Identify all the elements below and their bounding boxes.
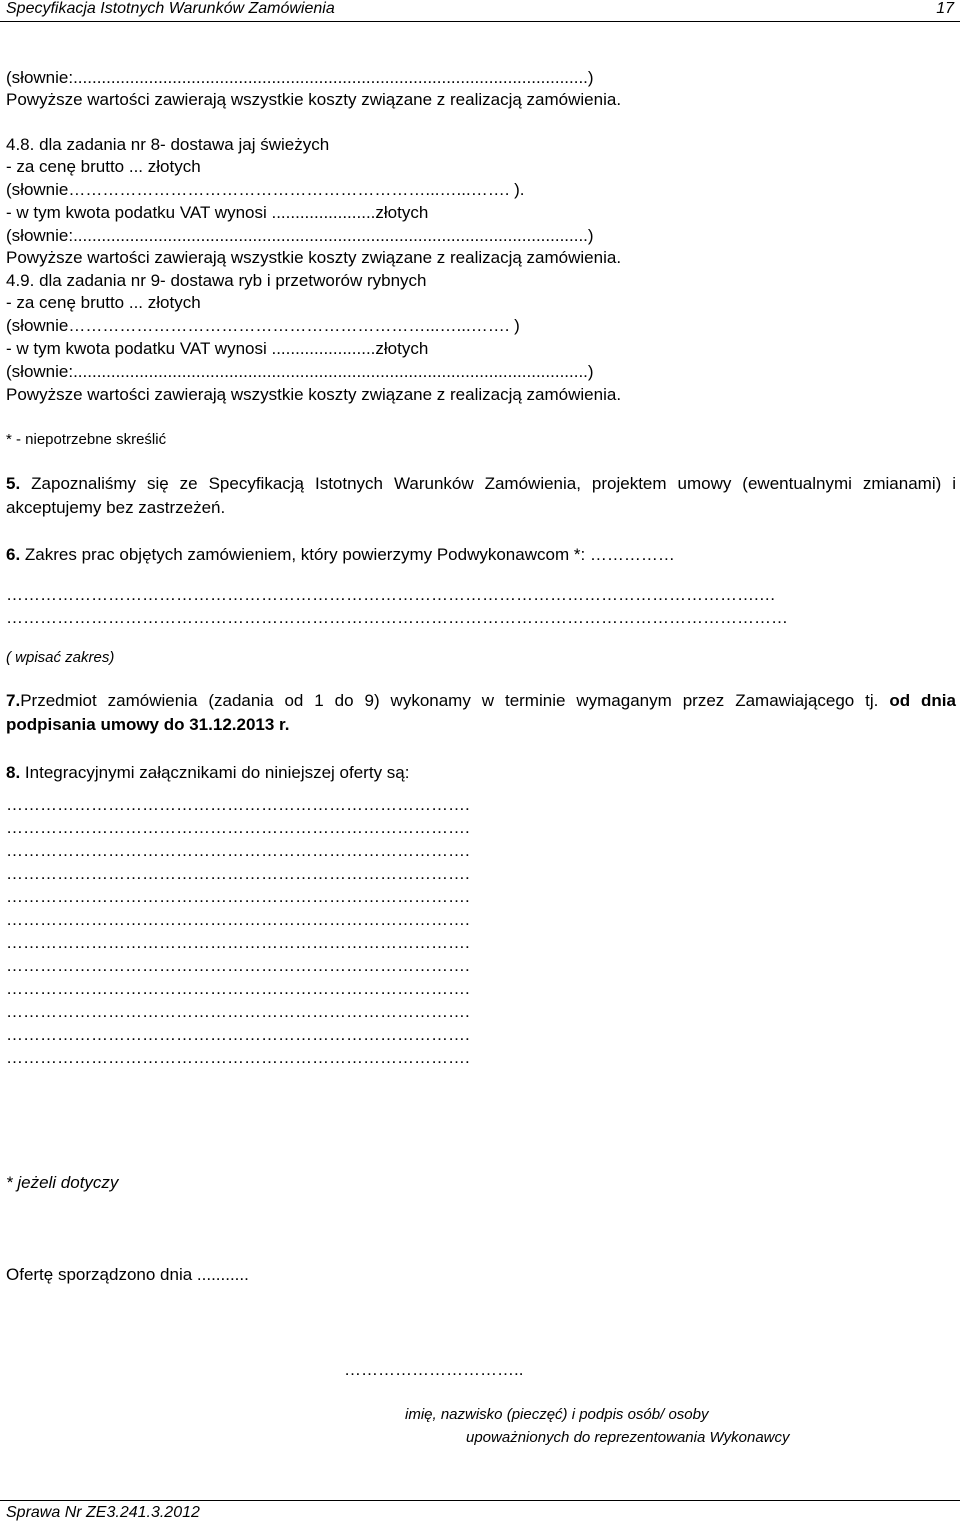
text-line: Powyższe wartości zawierają wszystkie koszty związane z realizacją zamówienia.: [6, 248, 622, 267]
case-number: Sprawa Nr ZE3.241.3.2012: [6, 1504, 200, 1521]
text-line: 4.9. dla zadania nr 9- dostawa ryb i przetworów rybnych: [6, 271, 427, 290]
dotted-line: …………………………………………………………………………………………………………………….…: [6, 585, 776, 604]
section-6-number: 6.: [6, 545, 21, 564]
attachment-line: ……………………………………………………………………….: [6, 1048, 470, 1067]
section-5-text: Zapoznaliśmy się ze Specyfikacją Istotnych Warunków Zamówienia, projektem umowy (ewentualnymi zmianami) i akceptujemy bez zastrzeżeń.: [6, 474, 956, 517]
text-line: - za cenę brutto ... złotych: [6, 157, 201, 176]
section-5-number: 5.: [6, 474, 21, 493]
strike-note: * - niepotrzebne skreślić: [6, 431, 167, 448]
attachment-line: ……………………………………………………………………….: [6, 956, 470, 975]
signature-caption-1: imię, nazwisko (pieczęć) i podpis osób/ osoby: [405, 1406, 709, 1423]
section-8-number: 8.: [6, 763, 21, 782]
page-header: [0, 0, 960, 22]
attachment-line: ……………………………………………………………………….: [6, 1002, 470, 1021]
page-number: 17: [936, 0, 954, 17]
attachment-line: ……………………………………………………………………….: [6, 795, 470, 814]
section-7-number: 7.: [6, 691, 21, 710]
attachment-line: ……………………………………………………………………….: [6, 1025, 470, 1044]
attachment-line: ……………………………………………………………………….: [6, 979, 470, 998]
text-line: Powyższe wartości zawierają wszystkie koszty związane z realizacją zamówienia.: [6, 90, 622, 109]
attachment-line: ……………………………………………………………………….: [6, 841, 470, 860]
attachment-line: ……………………………………………………………………….: [6, 864, 470, 883]
text-line: (słownie:.............................................................................................................): [6, 68, 594, 87]
section-6: [6, 543, 956, 567]
text-line: - za cenę brutto ... złotych: [6, 293, 201, 312]
text-line: 4.8. dla zadania nr 8- dostawa jaj świeżych: [6, 135, 330, 154]
attachment-line: ……………………………………………………………………….: [6, 887, 470, 906]
attachment-line: ……………………………………………………………………….: [6, 910, 470, 929]
section-7-deadline: od dnia podpisania umowy do 31.12.2013 r.: [6, 691, 956, 734]
document-title: Specyfikacja Istotnych Warunków Zamówienia: [6, 0, 335, 17]
attachment-line: ……………………………………………………………………….: [6, 818, 470, 837]
section-7-text: Przedmiot zamówienia (zadania od 1 do 9) wykonamy w terminie wymaganym przez Zamawiającego tj.: [20, 691, 879, 710]
text-line: - w tym kwota podatku VAT wynosi ......................złotych: [6, 339, 429, 358]
attachment-line: ……………………………………………………………………….: [6, 933, 470, 952]
scope-hint: ( wpisać zakres): [6, 649, 115, 666]
applicability-note: * jeżeli dotyczy: [6, 1173, 119, 1192]
section-8: [6, 761, 956, 785]
text-line: (słownie:.............................................................................................................): [6, 362, 594, 381]
text-line: (słownie:.............................................................................................................): [6, 226, 594, 245]
text-line: (słownie………………………………………………………...…...……. ).: [6, 180, 525, 199]
signature-caption-2: upoważnionych do reprezentowania Wykonawcy: [466, 1429, 790, 1446]
offer-date-line: Ofertę sporządzono dnia ...........: [6, 1265, 249, 1284]
section-5: [6, 472, 956, 520]
text-line: - w tym kwota podatku VAT wynosi ......................złotych: [6, 203, 429, 222]
header-rule: [0, 21, 960, 22]
dotted-line: …………………………………………………………………………………………………………………………: [6, 608, 788, 627]
section-8-text: Integracyjnymi załącznikami do niniejszej oferty są:: [24, 763, 410, 782]
text-line: (słownie………………………………………………………...…...……. ): [6, 316, 520, 335]
section-7: [6, 689, 956, 737]
footer-rule: [0, 1500, 960, 1501]
text-line: Powyższe wartości zawierają wszystkie koszty związane z realizacją zamówienia.: [6, 385, 622, 404]
signature-dots: …………………………..: [344, 1360, 524, 1379]
section-6-text: Zakres prac objętych zamówieniem, który powierzymy Podwykonawcom *: ……………: [24, 545, 675, 564]
